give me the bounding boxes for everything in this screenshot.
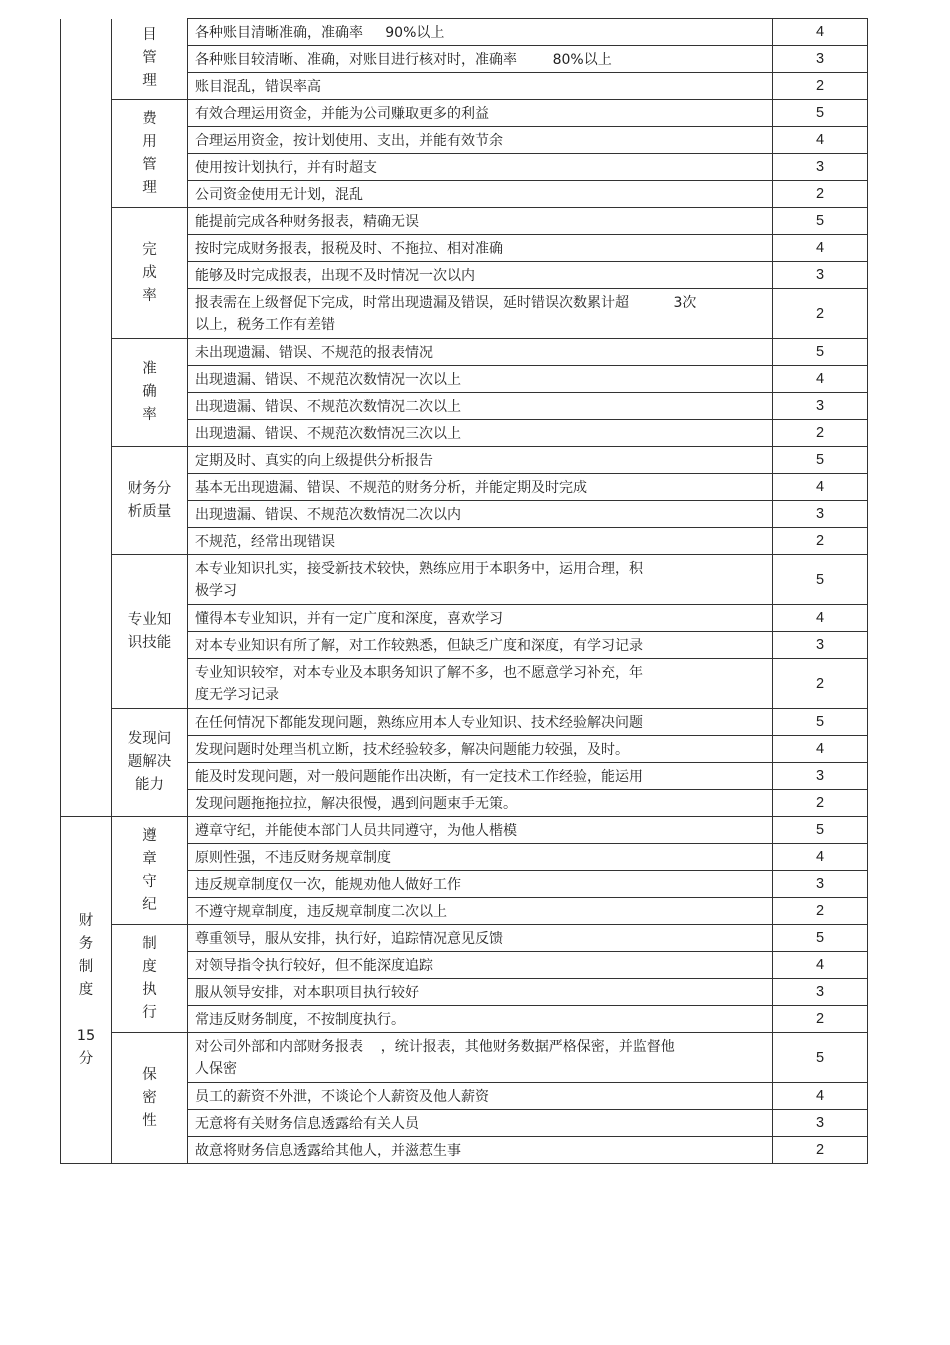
evaluation-table-container [60,18,867,1164]
standard-description: 出现遗漏、错误、不规范次数情况二次以内 [188,501,773,528]
standard-description: 常违反财务制度，不按制度执行。 [188,1006,773,1033]
score-cell: 3 [773,979,868,1006]
standard-description: 遵章守纪，并能使本部门人员共同遵守，为他人楷模 [188,817,773,844]
standard-description: 尊重领导，服从安排，执行好，追踪情况意见反馈 [188,925,773,952]
score-cell: 5 [773,555,868,605]
standard-description: 不遵守规章制度，违反规章制度二次以上 [188,898,773,925]
standard-description: 本专业知识扎实，接受新技术较快，熟练应用于本职务中，运用合理，积 极学习 [188,555,773,605]
score-cell: 5 [773,208,868,235]
table-row [61,100,868,127]
standard-description: 无意将有关财务信息透露给有关人员 [188,1110,773,1137]
standard-description: 报表需在上级督促下完成，时常出现遗漏及错误，延时错误次数累计超 3次 以上，税务工作有差错 [188,289,773,339]
score-cell: 3 [773,1110,868,1137]
standard-description: 基本无出现遗漏、错误、不规范的财务分析，并能定期及时完成 [188,474,773,501]
score-cell: 5 [773,817,868,844]
standard-description: 发现问题拖拖拉拉，解决很慢，遇到问题束手无策。 [188,790,773,817]
standard-description: 发现问题时处理当机立断，技术经验较多，解决问题能力较强，及时。 [188,736,773,763]
standard-description: 不规范，经常出现错误 [188,528,773,555]
standard-description: 专业知识较窄，对本专业及本职务知识了解不多，也不愿意学习补充，年 度无学习记录 [188,659,773,709]
evaluation-table [60,18,868,1164]
standard-description: 对本专业知识有所了解，对工作较熟悉，但缺乏广度和深度，有学习记录 [188,632,773,659]
evaluation-table-body [61,19,868,1164]
score-cell: 2 [773,73,868,100]
criterion-cell: 费 用 管 理 [112,100,188,208]
criterion-cell: 财务分 析质量 [112,447,188,555]
criterion-cell: 保 密 性 [112,1033,188,1164]
standard-description: 定期及时、真实的向上级提供分析报告 [188,447,773,474]
score-cell: 5 [773,339,868,366]
score-cell: 4 [773,366,868,393]
standard-description: 对公司外部和内部财务报表 ，统计报表，其他财务数据严格保密，并监督他 人保密 [188,1033,773,1083]
criterion-cell: 制 度 执 行 [112,925,188,1033]
score-cell: 5 [773,447,868,474]
table-row [61,709,868,736]
standard-description: 未出现遗漏、错误、不规范的报表情况 [188,339,773,366]
standard-description: 各种账目较清晰、准确，对账目进行核对时，准确率 80%以上 [188,46,773,73]
score-cell: 2 [773,289,868,339]
score-cell: 3 [773,262,868,289]
score-cell: 2 [773,181,868,208]
score-cell: 2 [773,1006,868,1033]
standard-description: 各种账目清晰准确，准确率 90%以上 [188,19,773,46]
score-cell: 3 [773,871,868,898]
standard-description: 使用按计划执行，并有时超支 [188,154,773,181]
criterion-cell: 专业知 识技能 [112,555,188,709]
standard-description: 出现遗漏、错误、不规范次数情况三次以上 [188,420,773,447]
standard-description: 服从领导安排，对本职项目执行较好 [188,979,773,1006]
standard-description: 账目混乱，错误率高 [188,73,773,100]
standard-description: 员工的薪资不外泄，不谈论个人薪资及他人薪资 [188,1083,773,1110]
table-row [61,208,868,235]
standard-description: 能够及时完成报表，出现不及时情况一次以内 [188,262,773,289]
table-row [61,1033,868,1083]
table-row [61,19,868,46]
score-cell: 3 [773,154,868,181]
score-cell: 4 [773,474,868,501]
score-cell: 4 [773,1083,868,1110]
standard-description: 违反规章制度仅一次，能规劝他人做好工作 [188,871,773,898]
standard-description: 故意将财务信息透露给其他人，并滋惹生事 [188,1137,773,1164]
score-cell: 3 [773,393,868,420]
score-cell: 2 [773,659,868,709]
criterion-cell: 遵 章 守 纪 [112,817,188,925]
standard-description: 出现遗漏、错误、不规范次数情况二次以上 [188,393,773,420]
standard-description: 按时完成财务报表，报税及时、不拖拉、相对准确 [188,235,773,262]
score-cell: 2 [773,1137,868,1164]
score-cell: 5 [773,1033,868,1083]
score-cell: 4 [773,235,868,262]
category-cell: 财 务 制 度 15 分 [61,817,112,1164]
score-cell: 4 [773,844,868,871]
score-cell: 4 [773,605,868,632]
standard-description: 能及时发现问题，对一般问题能作出决断，有一定技术工作经验，能运用 [188,763,773,790]
score-cell: 3 [773,501,868,528]
score-cell: 2 [773,790,868,817]
criterion-cell: 完 成 率 [112,208,188,339]
score-cell: 3 [773,632,868,659]
score-cell: 2 [773,528,868,555]
standard-description: 合理运用资金，按计划使用、支出，并能有效节余 [188,127,773,154]
category-cell [61,19,112,817]
standard-description: 懂得本专业知识，并有一定广度和深度，喜欢学习 [188,605,773,632]
criterion-cell: 目 管 理 [112,19,188,100]
score-cell: 4 [773,736,868,763]
score-cell: 2 [773,420,868,447]
standard-description: 公司资金使用无计划，混乱 [188,181,773,208]
table-row [61,339,868,366]
criterion-cell: 准 确 率 [112,339,188,447]
table-row [61,817,868,844]
standard-description: 出现遗漏、错误、不规范次数情况一次以上 [188,366,773,393]
score-cell: 5 [773,100,868,127]
standard-description: 有效合理运用资金，并能为公司赚取更多的利益 [188,100,773,127]
table-row [61,555,868,605]
standard-description: 原则性强，不违反财务规章制度 [188,844,773,871]
score-cell: 5 [773,925,868,952]
score-cell: 3 [773,46,868,73]
score-cell: 4 [773,19,868,46]
score-cell: 4 [773,952,868,979]
score-cell: 5 [773,709,868,736]
table-row [61,447,868,474]
table-row [61,925,868,952]
criterion-cell: 发现问 题解决 能力 [112,709,188,817]
standard-description: 在任何情况下都能发现问题，熟练应用本人专业知识、技术经验解决问题 [188,709,773,736]
score-cell: 3 [773,763,868,790]
score-cell: 4 [773,127,868,154]
standard-description: 能提前完成各种财务报表，精确无误 [188,208,773,235]
standard-description: 对领导指令执行较好，但不能深度追踪 [188,952,773,979]
score-cell: 2 [773,898,868,925]
